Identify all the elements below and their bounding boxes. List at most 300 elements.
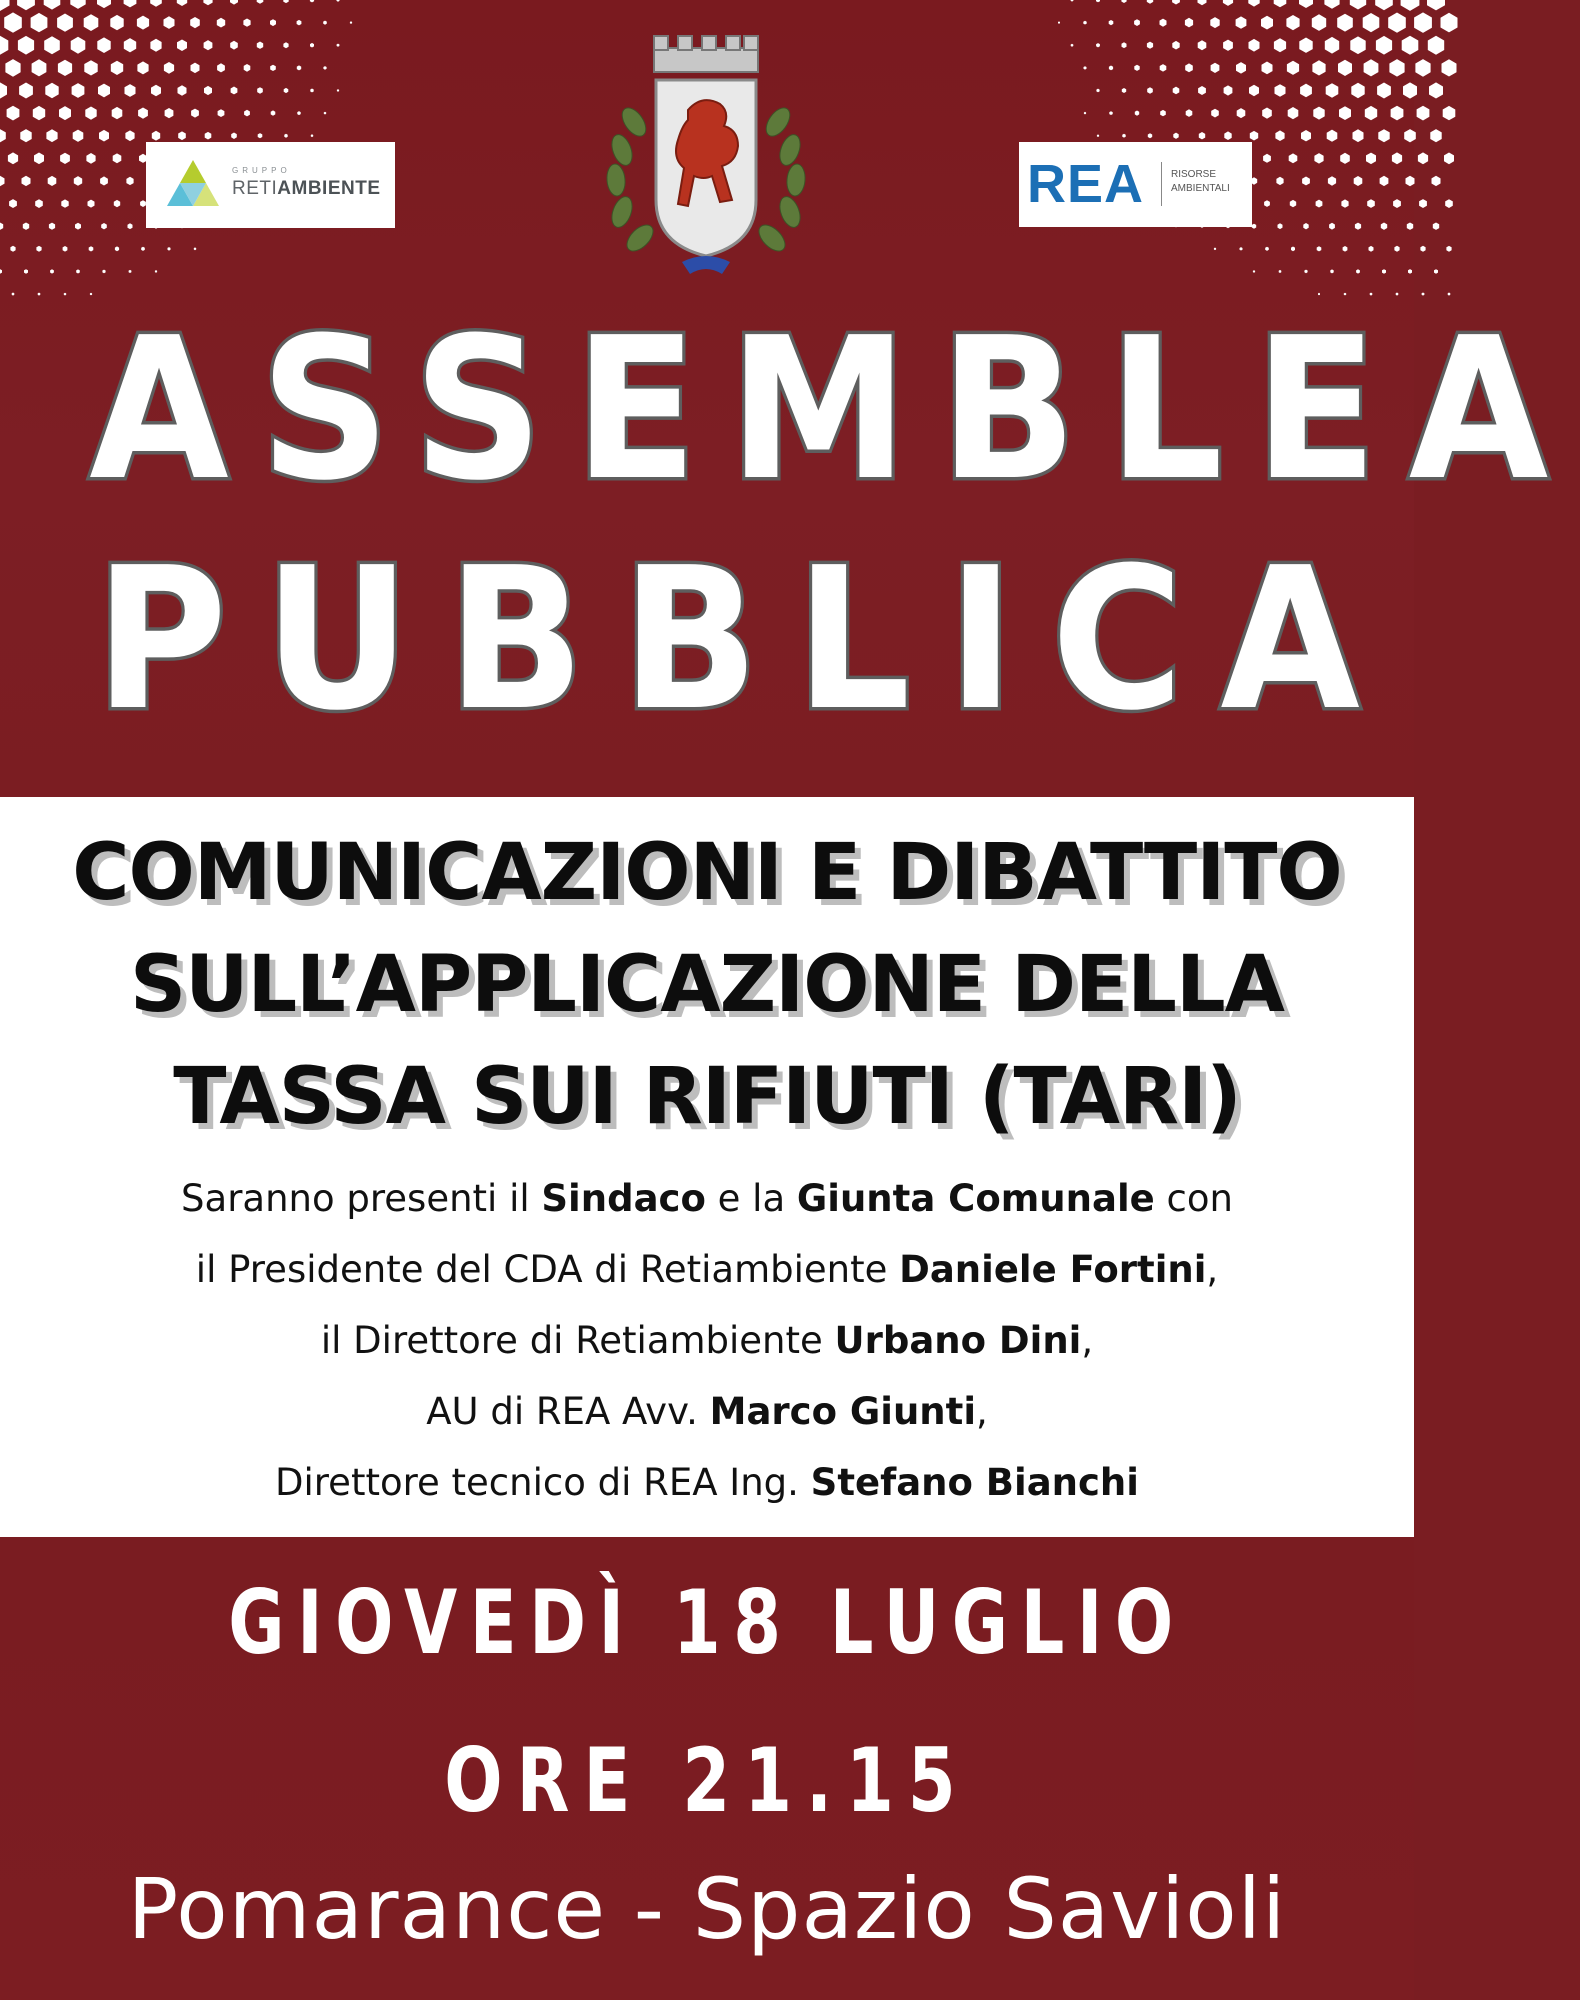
hexagon-dot xyxy=(1263,154,1271,163)
hexagon-dot xyxy=(1134,65,1139,71)
hexagon-dot xyxy=(177,40,187,52)
hexagon-dot xyxy=(1433,223,1439,230)
info-line-5: Direttore tecnico di REA Ing. Stefano Bianchi xyxy=(275,1461,1139,1504)
hexagon-dot xyxy=(59,106,71,120)
hexagon-dot xyxy=(49,223,55,230)
hexagon-dot xyxy=(110,15,123,30)
hexagon-dot xyxy=(5,59,20,77)
hexagon-dot xyxy=(337,89,339,92)
hexagon-dot xyxy=(1160,110,1166,116)
hexagon-dot xyxy=(1392,152,1402,164)
hexagon-dot xyxy=(34,153,44,165)
hexagon-dot xyxy=(124,0,137,7)
event-details-section xyxy=(0,1537,1414,2000)
hexagon-dot xyxy=(1414,12,1432,33)
hexagon-dot xyxy=(0,223,3,230)
hexagon-dot xyxy=(150,0,162,7)
hexagon-dot xyxy=(1276,177,1283,185)
hexagon-dot xyxy=(191,109,199,118)
hexagon-dot xyxy=(1356,269,1360,273)
hexagon-dot xyxy=(1318,293,1320,296)
hexagon-dot xyxy=(1363,13,1380,32)
hexagon-dot xyxy=(20,129,31,142)
hexagon-dot xyxy=(1224,85,1233,95)
hexagon-dot xyxy=(1096,89,1099,93)
hexagon-dot xyxy=(1071,0,1074,2)
hexagon-dot xyxy=(297,20,302,26)
hexagon-dot xyxy=(178,131,186,140)
hexagon-dot xyxy=(1330,269,1333,273)
hexagon-dot xyxy=(1326,83,1339,98)
hexagon-dot xyxy=(1327,130,1338,142)
hexagon-dot xyxy=(57,14,73,32)
hexagon-dot xyxy=(1240,247,1243,250)
hexagon-dot xyxy=(8,152,18,164)
hexagon-dot xyxy=(1415,59,1430,77)
hexagon-dot xyxy=(111,61,123,75)
hexagon-dot xyxy=(112,107,123,119)
hexagon-dot xyxy=(100,176,108,185)
hexagon-dot xyxy=(1377,83,1391,99)
hexagon-dot xyxy=(1406,176,1415,186)
hexagon-dot xyxy=(1148,133,1152,138)
rea-divider xyxy=(1161,162,1162,206)
event-date: GIOVEDÌ 18 LUGLIO xyxy=(228,1571,1186,1674)
hexagon-dot xyxy=(102,270,105,274)
hexagon-dot xyxy=(24,269,28,274)
hexagon-dot xyxy=(48,176,57,186)
hexagon-dot xyxy=(1365,106,1377,120)
hexagon-dot xyxy=(1211,109,1219,118)
hexagon-dot xyxy=(1185,63,1193,72)
hexagon-dot xyxy=(1083,21,1086,25)
retiambiente-gruppo-label: GRUPPO xyxy=(232,166,291,175)
hexagon-dot xyxy=(1441,13,1458,33)
info-line-1: Saranno presenti il Sindaco e la Giunta Comunale con xyxy=(181,1177,1233,1220)
hexagon-dot xyxy=(1393,199,1401,208)
hexagon-dot xyxy=(178,85,187,95)
hexagon-dot xyxy=(35,199,43,208)
hexagon-dot xyxy=(1432,176,1441,186)
hexagon-dot xyxy=(32,59,47,76)
subtitle-line-1: COMUNICAZIONI E DIBATTITO xyxy=(72,828,1342,918)
hexagon-dot xyxy=(1291,247,1295,252)
hexagon-dot xyxy=(1402,36,1419,55)
hexagon-dot xyxy=(1071,44,1074,47)
hexagon-dot xyxy=(1427,0,1445,10)
hexagon-dot xyxy=(1214,248,1216,251)
hexagon-dot xyxy=(1084,66,1087,69)
hexagon-dot xyxy=(1249,85,1259,96)
hexagon-dot xyxy=(1288,107,1299,119)
hexagon-dot xyxy=(258,133,263,138)
hexagon-dot xyxy=(46,129,57,142)
hexagon-dot xyxy=(1339,106,1351,120)
hexagon-dot xyxy=(1109,66,1113,71)
hexagon-dot xyxy=(1341,199,1348,207)
hexagon-dot xyxy=(88,200,95,208)
info-line-2: il Presidente del CDA di Retiambiente Daniele Fortini, xyxy=(195,1248,1219,1291)
retiambiente-logo xyxy=(146,142,395,228)
hexagon-dot xyxy=(1135,111,1139,116)
hexagon-dot xyxy=(1224,131,1231,140)
hexagon-dot xyxy=(1314,153,1323,164)
hexagon-dot xyxy=(1275,130,1284,141)
hexagon-dot xyxy=(1287,61,1299,75)
hexagon-dot xyxy=(1388,13,1406,33)
hexagon-dot xyxy=(1378,129,1389,142)
hexagon-dot xyxy=(1300,84,1312,98)
hexagon-dot xyxy=(270,65,276,71)
hexagon-dot xyxy=(323,66,326,70)
hexagon-dot xyxy=(1344,293,1346,296)
hexagon-dot xyxy=(283,0,288,3)
retiambiente-name: RETIAMBIENTE xyxy=(232,178,381,199)
hexagon-dot xyxy=(128,223,133,229)
hexagon-dot xyxy=(1303,223,1308,229)
hexagon-dot xyxy=(1350,36,1365,54)
hexagon-dot xyxy=(191,63,200,74)
hexagon-dot xyxy=(1312,60,1325,75)
hexagon-dot xyxy=(1198,40,1207,50)
hexagon-dot xyxy=(75,223,81,230)
hexagon-dot xyxy=(1419,199,1427,208)
hexagon-dot xyxy=(1316,200,1323,208)
hexagon-dot xyxy=(165,108,174,118)
hexagon-dot xyxy=(99,130,109,142)
hexagon-dot xyxy=(17,0,35,10)
hexagon-dot xyxy=(1289,153,1298,163)
hexagon-dot xyxy=(1223,40,1233,51)
hexagon-dot xyxy=(310,0,314,2)
hexagon-dot xyxy=(1172,0,1180,5)
municipal-crest-icon xyxy=(592,30,820,280)
rea-wordmark: REA xyxy=(1027,154,1145,214)
hexagon-dot xyxy=(204,86,212,95)
hexagon-dot xyxy=(1381,223,1387,230)
hexagon-dot xyxy=(0,269,2,274)
hexagon-dot xyxy=(1198,86,1206,95)
hexagon-dot xyxy=(31,13,48,32)
event-subtitle xyxy=(0,817,1414,1153)
hexagon-dot xyxy=(204,40,213,50)
hexagon-dot xyxy=(1442,59,1457,76)
hexagon-dot xyxy=(1122,134,1125,138)
subtitle-line-2: SULL’APPLICAZIONE DELLA xyxy=(129,940,1285,1030)
event-time: ORE 21.15 xyxy=(444,1729,970,1832)
hexagon-dot xyxy=(125,130,134,141)
hexagon-dot xyxy=(74,176,82,186)
hexagon-dot xyxy=(1382,269,1386,274)
hexagon-dot xyxy=(85,107,96,120)
hexagon-dot xyxy=(310,89,313,93)
hexagon-dot xyxy=(9,199,17,208)
hexagon-dot xyxy=(1328,176,1336,186)
hexagon-dot xyxy=(45,83,58,99)
hexagon-dot xyxy=(1237,108,1246,118)
hexagon-dot xyxy=(97,0,111,8)
hexagon-dot xyxy=(1109,20,1114,25)
hexagon-dot xyxy=(1304,270,1307,274)
hexagon-dot xyxy=(129,270,132,273)
hexagon-dot xyxy=(1186,109,1193,117)
hexagon-dot xyxy=(23,223,29,230)
hexagon-dot xyxy=(1236,62,1246,74)
event-location: Pomarance - Spazio Savioli xyxy=(127,1860,1287,1958)
hexagon-dot xyxy=(1248,0,1259,7)
hexagon-dot xyxy=(89,246,94,251)
hexagon-dot xyxy=(1122,88,1126,93)
hexagon-dot xyxy=(84,60,97,75)
rea-logo xyxy=(1019,142,1252,227)
hexagon-dot xyxy=(73,130,84,142)
hexagon-dot xyxy=(1261,16,1273,30)
hexagon-dot xyxy=(1302,177,1310,186)
hexagon-dot xyxy=(1160,19,1167,27)
hexagon-dot xyxy=(1301,130,1311,141)
hexagon-dot xyxy=(137,61,148,74)
hexagon-dot xyxy=(137,16,149,30)
hexagon-dot xyxy=(1329,223,1335,230)
hexagon-dot xyxy=(84,14,99,31)
hexagon-dot xyxy=(141,247,145,251)
hexagon-dot xyxy=(1401,0,1420,11)
hexagon-dot xyxy=(150,39,161,52)
hexagon-dot xyxy=(63,246,68,252)
hexagon-dot xyxy=(324,112,326,115)
hexagon-dot xyxy=(1375,0,1393,10)
hexagon-dot xyxy=(1407,223,1413,230)
hexagon-dot xyxy=(1404,129,1416,142)
hexagon-dot xyxy=(194,247,196,250)
hexagon-dot xyxy=(1380,176,1389,186)
hexagon-dot xyxy=(1147,0,1153,4)
hexagon-dot xyxy=(0,176,5,186)
hexagon-dot xyxy=(1430,129,1441,142)
hexagon-dot xyxy=(70,0,85,9)
rea-subtitle: RISORSE AMBIENTALI xyxy=(1171,169,1230,194)
hexagon-dot xyxy=(1364,59,1379,76)
hexagon-dot xyxy=(310,43,314,48)
hexagon-dot xyxy=(1394,246,1399,252)
retiambiente-mark-icon xyxy=(162,156,224,214)
hexagon-dot xyxy=(151,85,161,97)
hexagon-dot xyxy=(1343,246,1348,252)
hexagon-dot xyxy=(1353,129,1364,142)
hexagon-dot xyxy=(61,199,68,207)
hexagon-dot xyxy=(1096,43,1100,47)
hexagon-dot xyxy=(230,41,238,50)
hexagon-dot xyxy=(1172,41,1179,50)
hexagon-dot xyxy=(18,36,34,55)
hexagon-dot xyxy=(126,177,133,185)
headline-pubblica: PUBBLICA xyxy=(94,526,1397,754)
hexagon-dot xyxy=(218,109,225,117)
hexagon-dot xyxy=(1391,106,1404,121)
hexagon-dot xyxy=(138,108,148,119)
hexagon-dot xyxy=(1249,39,1260,52)
hexagon-dot xyxy=(1446,246,1451,252)
hexagon-dot xyxy=(1210,17,1219,28)
hexagon-dot xyxy=(257,87,263,94)
hexagon-dot xyxy=(44,36,60,54)
hexagon-dot xyxy=(1160,64,1167,72)
hexagon-dot xyxy=(203,0,212,5)
hexagon-dot xyxy=(1403,82,1417,98)
hexagon-dot xyxy=(337,44,340,47)
hexagon-dot xyxy=(297,65,301,70)
hexagon-dot xyxy=(152,131,160,141)
hexagon-dot xyxy=(231,133,237,140)
hexagon-dot xyxy=(1278,223,1283,229)
hexagon-dot xyxy=(1354,176,1363,186)
hexagon-dot xyxy=(50,269,54,273)
hexagon-dot xyxy=(1417,106,1430,121)
hexagon-dot xyxy=(1211,63,1220,73)
hexagon-dot xyxy=(113,153,122,163)
hexagon-dot xyxy=(7,106,20,121)
hexagon-dot xyxy=(1286,15,1299,30)
hexagon-dot xyxy=(1264,200,1270,207)
hexagon-dot xyxy=(230,0,238,5)
hexagon-dot xyxy=(64,293,66,296)
hexagon-dot xyxy=(1366,153,1376,165)
hexagon-dot xyxy=(1223,0,1233,6)
hexagon-dot xyxy=(1109,111,1112,115)
hexagon-dot xyxy=(1445,199,1453,208)
hexagon-dot xyxy=(217,63,225,72)
hexagon-dot xyxy=(1147,87,1153,93)
hexagon-dot xyxy=(231,87,238,95)
hexagon-dot xyxy=(190,17,200,28)
hexagon-dot xyxy=(10,246,15,252)
hexagon-dot xyxy=(1340,153,1350,164)
hexagon-dot xyxy=(1199,132,1205,139)
hexagon-dot xyxy=(284,134,287,138)
hexagon-dot xyxy=(12,293,15,296)
hexagon-dot xyxy=(0,82,7,98)
hexagon-dot xyxy=(297,111,300,115)
hexagon-dot xyxy=(1444,153,1454,165)
hexagon-dot xyxy=(1084,112,1086,115)
hexagon-dot xyxy=(1250,131,1258,141)
hexagon-dot xyxy=(97,37,110,53)
hexagon-dot xyxy=(1324,0,1339,9)
hexagon-dot xyxy=(164,16,175,29)
hexagon-dot xyxy=(1429,82,1443,98)
hexagon-dot xyxy=(1351,83,1364,98)
hexagon-dot xyxy=(33,106,45,120)
hexagon-dot xyxy=(1299,0,1313,8)
hexagon-dot xyxy=(177,0,187,6)
description-section xyxy=(0,797,1414,1537)
hexagon-dot xyxy=(1338,60,1352,76)
hexagon-dot xyxy=(125,84,136,97)
hexagon-dot xyxy=(1299,38,1312,53)
hexagon-dot xyxy=(1173,133,1178,139)
hexagon-dot xyxy=(1265,247,1269,251)
hexagon-dot xyxy=(155,270,157,273)
hexagon-dot xyxy=(4,12,22,32)
hexagon-dot xyxy=(76,269,80,273)
subtitle-line-3: TASSA SUI RIFIUTI (TARI) xyxy=(173,1052,1241,1142)
hexagon-dot xyxy=(101,223,107,229)
hexagon-dot xyxy=(271,110,276,115)
hexagon-dot xyxy=(311,134,313,137)
hexagon-dot xyxy=(98,84,110,98)
hexagon-dot xyxy=(1134,19,1140,26)
hexagon-dot xyxy=(1434,269,1438,274)
hexagon-dot xyxy=(168,247,171,251)
hexagon-dot xyxy=(284,88,289,93)
hexagon-dot xyxy=(0,129,6,142)
hexagon-dot xyxy=(1369,246,1374,252)
hexagon-dot xyxy=(1418,152,1428,164)
hexagon-dot xyxy=(1408,269,1412,274)
hexagon-dot xyxy=(1279,270,1282,273)
hexagon-dot xyxy=(1096,0,1100,2)
hexagon-dot xyxy=(0,36,8,55)
hexagon-dot xyxy=(350,21,352,24)
hexagon-dot xyxy=(58,60,72,76)
header-section xyxy=(0,0,1580,797)
hexagon-dot xyxy=(0,0,10,11)
hexagon-dot xyxy=(1350,0,1366,10)
hexagon-dot xyxy=(38,293,41,296)
hexagon-dot xyxy=(244,110,250,117)
hexagon-dot xyxy=(1122,42,1127,48)
hexagon-dot xyxy=(337,0,340,2)
info-line-3: il Direttore di Retiambiente Urbano Dini, xyxy=(320,1319,1094,1362)
hexagon-dot xyxy=(36,246,41,252)
hexagon-dot xyxy=(257,0,264,4)
hexagon-dot xyxy=(270,19,276,26)
hexagon-dot xyxy=(60,153,70,164)
headline-assemblea: ASSEMBLEA xyxy=(89,296,1580,524)
hexagon-dot xyxy=(323,21,327,25)
hexagon-dot xyxy=(1337,14,1353,32)
hexagon-dot xyxy=(1253,270,1255,273)
hexagon-dot xyxy=(1355,223,1361,230)
hexagon-dot xyxy=(217,18,225,28)
hexagon-dot xyxy=(1147,42,1153,49)
hexagon-dot xyxy=(1312,14,1326,31)
hexagon-dot xyxy=(1121,0,1126,3)
hexagon-dot xyxy=(114,200,120,207)
hexagon-dot xyxy=(1274,38,1286,52)
hexagon-dot xyxy=(1313,107,1324,120)
hexagon-dot xyxy=(72,83,85,98)
hexagon-dot xyxy=(1236,16,1247,28)
hexagon-dot xyxy=(86,153,95,164)
hexagon-dot xyxy=(1058,21,1060,23)
info-line-4: AU di REA Avv. Marco Giunti, xyxy=(426,1390,988,1433)
hexagon-dot xyxy=(1173,87,1180,95)
hexagon-dot xyxy=(1262,108,1272,119)
hexagon-dot xyxy=(1389,59,1404,77)
hexagon-dot xyxy=(1198,0,1207,5)
hexagon-dot xyxy=(283,42,288,48)
hexagon-dot xyxy=(243,19,250,27)
hexagon-dot xyxy=(244,64,251,72)
hexagon-dot xyxy=(257,42,263,49)
hexagon-dot xyxy=(19,83,33,99)
hexagon-dot xyxy=(22,176,31,186)
hexagon-dot xyxy=(90,293,92,296)
participants-info xyxy=(0,1163,1414,1518)
hexagon-dot xyxy=(1420,246,1425,252)
hexagon-dot xyxy=(1262,62,1273,75)
